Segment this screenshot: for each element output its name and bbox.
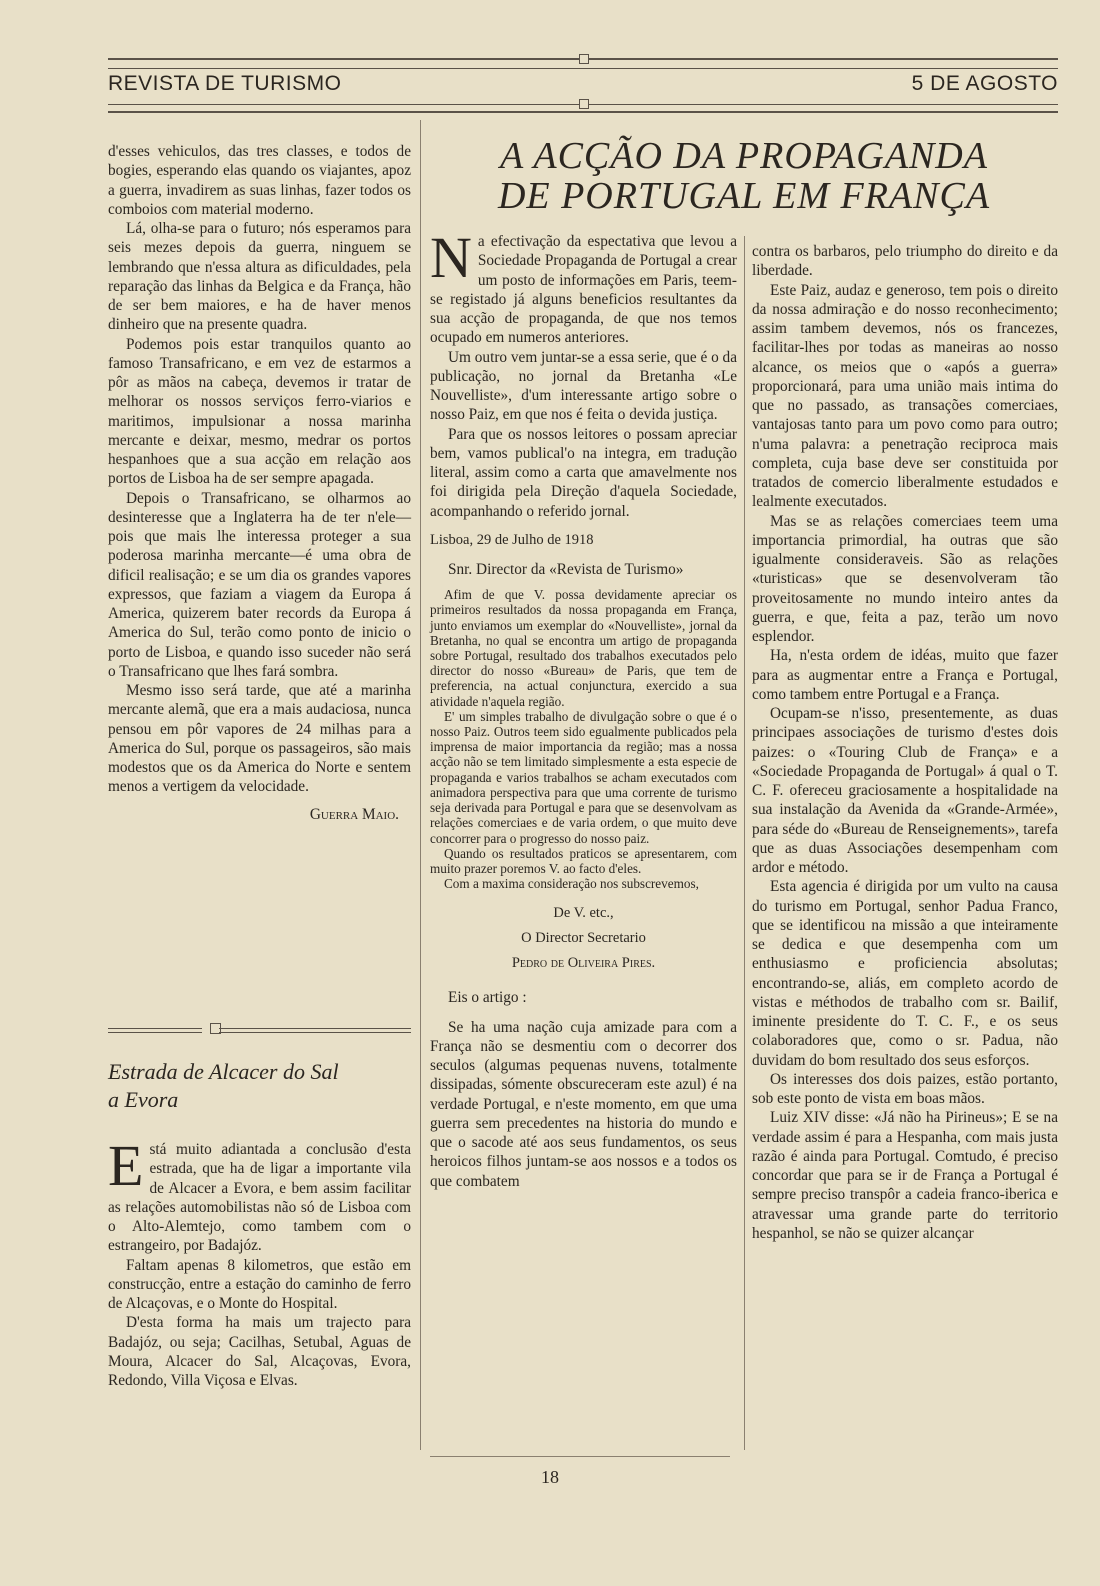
paragraph: Mesmo isso será tarde, que até a marinha mercante alemã, que era a mais audaciosa, nunca pensou em pôr vapores de 24 milhas para a America do Sul, porque os passageiros, são mais modestos que os da America do Norte e sentem menos a vertigem da velocidade. [108, 682, 411, 796]
page-number: 18 [541, 1467, 559, 1487]
paragraph: Mas se as relações comerciaes teem uma importancia primordial, ha outras que são igualmente consideraveis. São as relações «turisticas» que se desenvolveram tão proveitosamente no mundo inteiro antes da guerra, e que, feita a paz, terão um novo esplendor. [752, 512, 1058, 645]
ornament-icon [579, 99, 589, 109]
paragraph: Esta agencia é dirigida por um vulto na causa do turismo em Portugal, senhor Padua Franco, que se identificou na missão a que inteiramente se dedica e que desempenha com um enthusiasmo e proficiencia absolutas; encontrando-se, aliás, em completo acordo de vistas e méthodos de trabalho com sr. Bailif, iminente presidente do T. C. F., e os seus colaboradores que, como o sr. Padua, não duvidam do bom resultado dos seus esforços. [752, 878, 1058, 1069]
column-1 [108, 142, 411, 824]
title-line: DE PORTUGAL EM FRANÇA [497, 175, 991, 217]
footer-rule [430, 1456, 730, 1457]
ornament-icon [579, 54, 589, 64]
column-divider [420, 120, 421, 1450]
letter-paragraph: Afim de que V. possa devidamente apreciar os primeiros resultados da nossa propaganda em França, junto enviamos um exemplar do «Nouvelliste», jornal da Bretanha, no qual se encontra um artigo de propaganda sobre Portugal, resultado dos trabalhos executados pelo director do nosso «Bureau» de Paris, que tem de preferencia, na actual conjunctura, exercido a sua atividade n'aquela região. [430, 587, 737, 709]
column-divider [744, 236, 745, 1450]
paragraph: Para que os nossos leitores o possam apreciar bem, vamos publical'o na integra, em tradução literal, assim como a carta que amavelmente nos foi dirigida pela Direção d'aquela Sociedade, acompanhando o referido jornal. [430, 425, 737, 520]
paragraph: d'esses vehiculos, das tres classes, e todos de bogies, esperando elas quando os viajantes, apoz a guerra, invadirem as suas linhas, fazer todos os comboios com material moderno. [108, 143, 411, 218]
paragraph: contra os barbaros, pelo triumpho do direito e da liberdade. [752, 243, 1058, 280]
author-signature: Guerra Maio. [309, 805, 399, 823]
letter-dateline: Lisboa, 29 de Julho de 1918 [430, 531, 594, 548]
running-header [108, 72, 1058, 102]
letter-signer-title: O Director Secretario [521, 930, 646, 947]
paragraph: Luiz XIV disse: «Já não ha Pirineus»; E se na verdade assim é para a Hespanha, com mais justa razão é ainda para Portugal. Comtudo, é preciso concordar que para se ir de França a Portugal é sempre preciso transpôr a cadeia franco-iberica e atravessar uma grande parte do territorio hespanhol, se não se quizer alcançar [752, 1109, 1058, 1242]
header-title: REVISTA DE TURISMO [108, 72, 342, 95]
letter-closing: De V. etc., [553, 905, 614, 922]
drop-cap: E [108, 1133, 144, 1198]
title-line: Estrada de Alcacer do Sal [108, 1059, 339, 1084]
header-bottom-rule [108, 104, 1058, 113]
letter-paragraph: Com a maxima consideração nos subscrevemos, [444, 876, 699, 892]
paragraph: Um outro vem juntar-se a essa serie, que é o da publicação, no jornal da Bretanha «Le Nouvelliste», d'um interessante artigo sobre o nosso Paiz, em que nos é feita o devida justiça. [430, 348, 737, 424]
paragraph: Ocupam-se n'isso, presentemente, as duas principaes associações de turismo d'estes dois paizes: o «Touring Club de França» e a «Sociedade Propaganda de Portugal» á qual o T. C. F. ofereceu graciosamente a hospitalidade na sua instalação da Avenida da «Grande-Armée», para séde do «Bureau de Renseignements», tarefa que as duas Associações desempenham com ardor e método. [752, 705, 1058, 876]
column-3 [752, 242, 1058, 1243]
drop-cap: N [430, 225, 472, 290]
letter-body [430, 587, 737, 891]
paragraph: Depois o Transafricano, se olharmos ao desinteresse que a Inglaterra ha de ter n'ele—pois que mais lhe interessa proteger a sua poderosa marinha mercante—é uma obra de dificil realisação; e se um dia os grandes vapores expressos, que faziam a viagem da Europa á America, quizerem bater records da Europa á America do Sul, terão como ponto de inicio o porto de Lisboa, e quando isso suceder não será o Transafricano que lhes fará sombra. [108, 489, 411, 680]
paragraph: Ha, n'esta ordem de idéas, muito que fazer para as augmentar entre a França e Portugal, como tambem entre Portugal e a França. [752, 647, 1058, 703]
title-line: A ACÇÃO DA PROPAGANDA [500, 135, 988, 177]
section-separator [108, 1026, 411, 1034]
paragraph: Os interesses dos dois paizes, estão portanto, sob este ponto de vista em boas mãos. [752, 1070, 1058, 1107]
article-intro: Eis o artigo : [448, 989, 527, 1007]
paragraph: D'esta forma ha mais um trajecto para Badajóz, ou seja; Cacilhas, Setubal, Aguas de Moura, Alcacer do Sal, Alcaçovas, Evora, Redondo, Villa Viçosa e Elvas. [108, 1314, 411, 1389]
column-2 [430, 225, 737, 1191]
paragraph: Este Paiz, audaz e generoso, tem pois o direito da nossa admiração e do nosso reconhecimento; assim tambem devemos, nós os francezes, facilitar-lhes por todas as maneiras ao nosso alcance, os meios que o «após a guerra» proporcionará, para uma união mais intima do que no passado, as transações comerciaes, vantajosas tanto para um povo como para outro; n'uma palavra: a penetração reciproca mais completa, cuja base deve ser constituida por tratados de comercio liberalmente estudados e lealmente executados. [752, 281, 1058, 511]
paragraph: Está muito adiantada a conclusão d'esta estrada, que ha de ligar a importante vila de Alcacer a Evora, e bem assim facilitar as relações automobilistas não só de Lisboa com o Alto-Alemtejo, como tambem com o estrangeiro, por Badajóz. [108, 1133, 411, 1255]
paragraph: Na efectivação da espectativa que levou a Sociedade Propaganda de Portugal a crear um posto de informações em Paris, teem-se registado já alguns beneficios resultantes da sua acção de propaganda, de que nos temos ocupado em numeros anteriores. [430, 225, 737, 347]
paragraph: Faltam apenas 8 kilometros, que estão em construcção, entre a estação do caminho de ferro de Alcaçovas, e o Monte do Hospital. [108, 1256, 411, 1312]
paragraph: Lá, olha-se para o futuro; nós esperamos para seis mezes depois da guerra, ninguem se lembrando que n'essa altura as dificuldades, pela reparação das linhas da Belgica e da França, hão de ser bem maiores, e ha de haver menos dinheiro que na presente quadra. [108, 220, 411, 334]
article-estrada-body [108, 1133, 411, 1390]
letter-paragraph: Quando os resultados praticos se apresentarem, com muito prazer poremos V. ao facto d'eles. [430, 845, 737, 876]
paragraph: Se ha uma nação cuja amizade para com a França não se desmentiu com o decorrer dos seculos (algumas pequenas nuvens, totalmente dissipadas, sómente obscureceram este azul) é na verdade Portugal, e n'este momento, em que uma guerra sem precedentes na historia do mundo e que o sacode até aos seus fundamentos, os seus heroicos filhos juntam-se aos nossos e a todos os que combatem [430, 1018, 737, 1190]
header-date: 5 DE AGOSTO [911, 72, 1058, 95]
letter-salutation: Snr. Director da «Revista de Turismo» [448, 561, 684, 578]
header-top-rule [108, 58, 1058, 69]
article-title-estrada [108, 1058, 411, 1114]
letter-paragraph: E' um simples trabalho de divulgação sobre o que é o nosso Paiz. Outros teem sido egualmente publicados pela imprensa de maior importancia da região; mas a nossa acção não se tem limitado simplesmente a esta especie de propaganda e varios trabalhos se acham executados com animadora perspectiva para que uma corrente de turismo seja derivada para Portugal e para que se desenvolvam as relações comerciaes e de varia ordem, o que muito deve concorrer para o progresso do nosso paiz. [430, 708, 737, 846]
letter-signer-name: Pedro de Oliveira Pires. [511, 955, 656, 972]
title-line: a Evora [108, 1087, 179, 1112]
article-title-main [430, 136, 1058, 216]
paragraph: Podemos pois estar tranquilos quanto ao famoso Transafricano, e em vez de estarmos a pôr as mãos na cabeça, devemos ir tratar de melhorar os nossos serviços ferro-viarios e maritimos, impulsionar a nossa marinha mercante e deixar, mesmo, medrar os portos hespanhoes que a sua acção em relação aos portos de Lisboa ha de ser sempre apagada. [108, 335, 411, 488]
